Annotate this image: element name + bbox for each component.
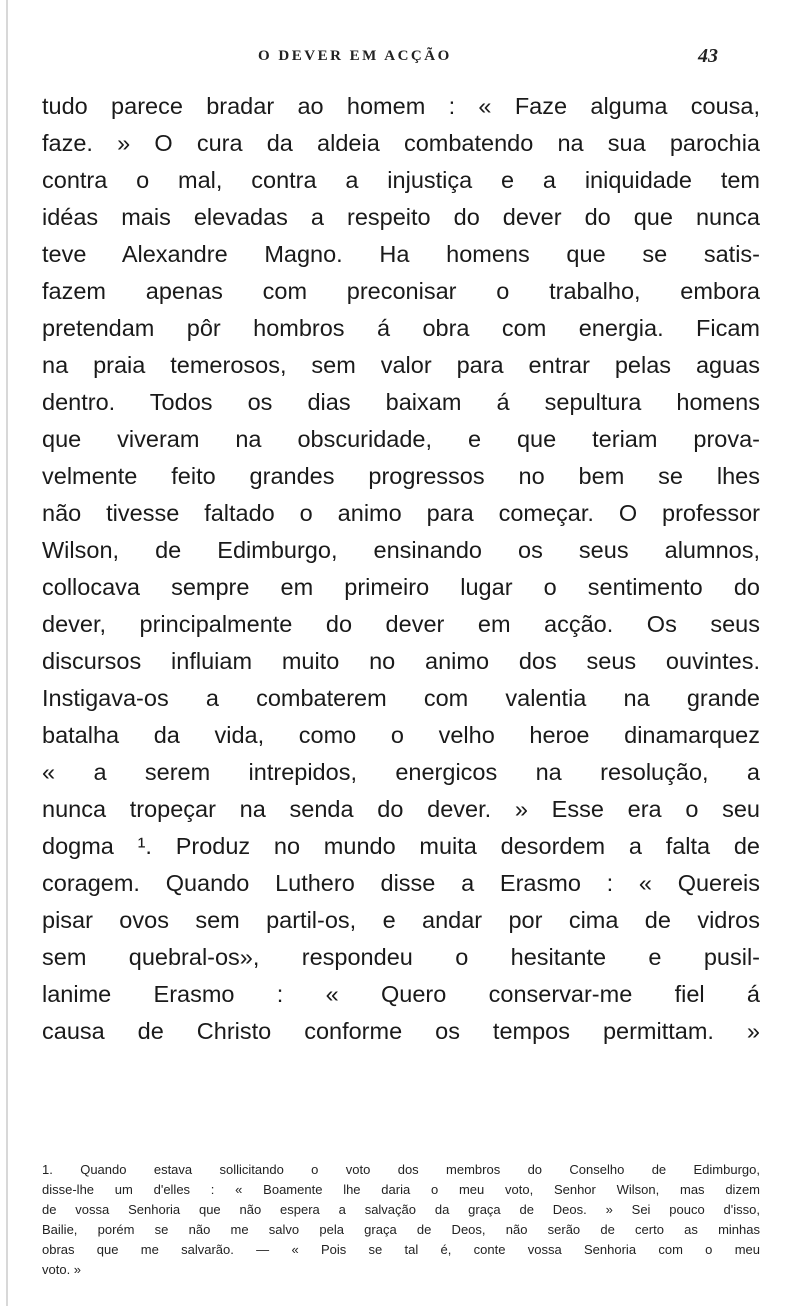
text-line: causa de Christo conforme os tempos permittam. » [42, 1018, 760, 1044]
text-line: collocava sempre em primeiro lugar o sentimento do [42, 574, 760, 600]
text-line: batalha da vida, como o velho heroe dinamarquez [42, 722, 760, 748]
text-line: teve Alexandre Magno. Ha homens que se satis- [42, 241, 760, 267]
text-line: Instigava-os a combaterem com valentia na grande [42, 685, 760, 711]
text-line: não tivesse faltado o animo para começar. O professor [42, 500, 760, 526]
text-line: sem quebral-os», respondeu o hesitante e pusil- [42, 944, 760, 970]
text-line: coragem. Quando Luthero disse a Erasmo : « Quereis [42, 870, 760, 896]
text-line: « a serem intrepidos, energicos na resolução, a [42, 759, 760, 785]
footnote-line: 1. Quando estava sollicitando o voto dos membros do Conselho de Edimburgo, [42, 1162, 760, 1177]
text-line: Wilson, de Edimburgo, ensinando os seus alumnos, [42, 537, 760, 563]
text-line: pisar ovos sem partil-os, e andar por cima de vidros [42, 907, 760, 933]
footnote-line: disse-lhe um d'elles : « Boamente lhe daria o meu voto, Senhor Wilson, mas dizem [42, 1182, 760, 1197]
text-line: dentro. Todos os dias baixam á sepultura homens [42, 389, 760, 415]
text-line: dever, principalmente do dever em acção. Os seus [42, 611, 760, 637]
footnote-line: de vossa Senhoria que não espera a salvação da graça de Deos. » Sei pouco d'isso, [42, 1202, 760, 1217]
text-line: tudo parece bradar ao homem : « Faze alguma cousa, [42, 93, 760, 119]
text-line: lanime Erasmo : « Quero conservar-me fiel á [42, 981, 760, 1007]
footnote-line: obras que me salvarão. — « Pois se tal é, conte vossa Senhoria com o meu [42, 1242, 760, 1257]
text-line: faze. » O cura da aldeia combatendo na sua parochia [42, 130, 760, 156]
footnote-line: Bailie, porém se não me salvo pela graça de Deos, não serão de certo as minhas [42, 1222, 760, 1237]
running-title: O DEVER EM ACÇÃO [258, 48, 452, 64]
text-line: idéas mais elevadas a respeito do dever do que nunca [42, 204, 760, 230]
text-line: velmente feito grandes progressos no bem se lhes [42, 463, 760, 489]
text-line: que viveram na obscuridade, e que teriam prova- [42, 426, 760, 452]
text-line: dogma ¹. Produz no mundo muita desordem a falta de [42, 833, 760, 859]
text-line: discursos influiam muito no animo dos seus ouvintes. [42, 648, 760, 674]
text-line: na praia temerosos, sem valor para entrar pelas aguas [42, 352, 760, 378]
page-number: 43 [698, 45, 718, 67]
text-line: contra o mal, contra a injustiça e a iniquidade tem [42, 167, 760, 193]
running-head [0, 45, 800, 72]
text-line: pretendam pôr hombros á obra com energia. Ficam [42, 315, 760, 341]
binding-edge [6, 0, 8, 1306]
text-line: fazem apenas com preconisar o trabalho, embora [42, 278, 760, 304]
text-line: nunca tropeçar na senda do dever. » Esse era o seu [42, 796, 760, 822]
footnote-line: voto. » [42, 1262, 82, 1277]
